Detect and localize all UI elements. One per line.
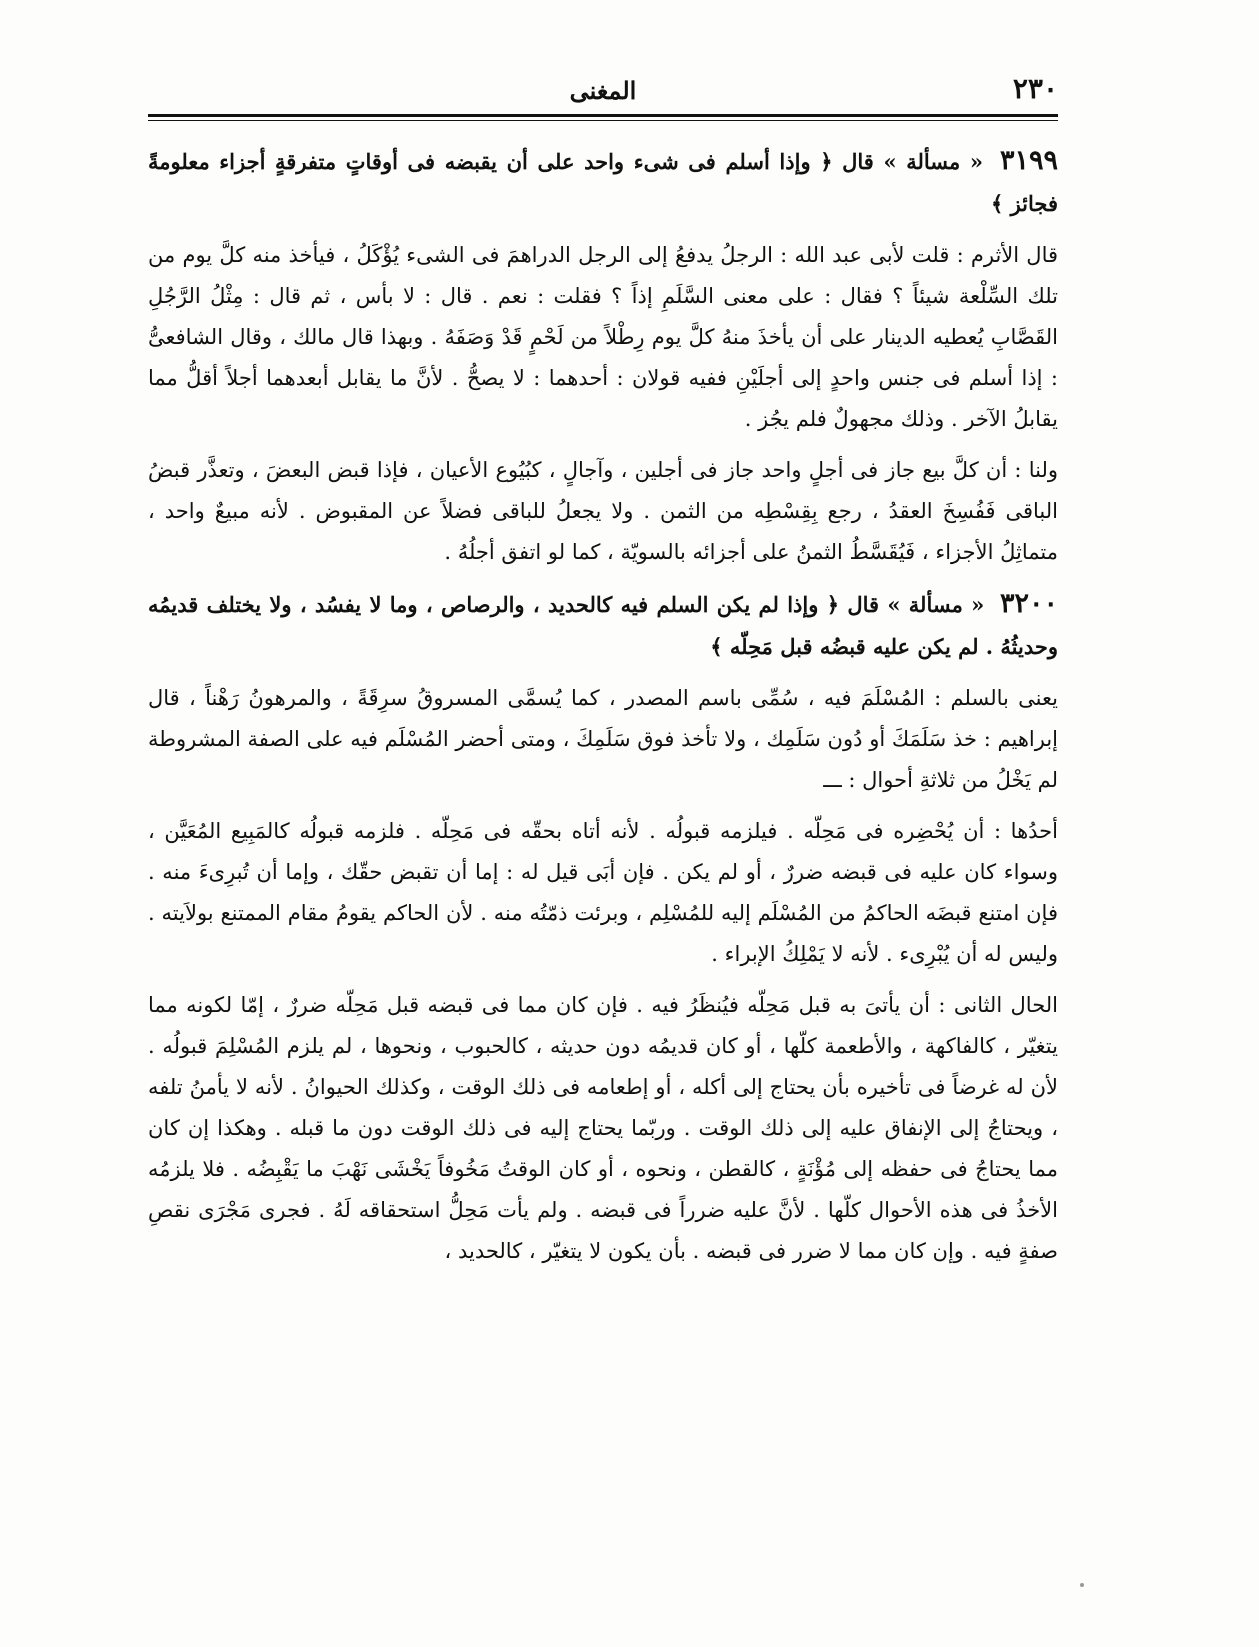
page-header xyxy=(148,72,1058,112)
paragraph: يعنى بالسلم : المُسْلَمَ فيه ، سُمِّى باسم المصدر ، كما يُسمَّى المسروقُ سرِقَةً ، والمرهونُ رَهْناً ، قال إبراهيم : خذ سَلَمَكَ أو دُون سَلَمِك ، ولا تأخذ فوق سَلَمِكَ ، ومتى أحضر المُسْلَم فيه على الصفة المشروطة لم يَخْلُ من ثلاثةِ أحوال : ـــ xyxy=(148,686,1058,792)
paragraph: قال الأثرم : قلت لأبى عبد الله : الرجلُ يدفعُ إلى الرجل الدراهمَ فى الشىء يُؤْكَلُ ، فيأخذ منه كلَّ يوم من تلك السِّلْعة شيئاً ؟ فقال : على معنى السَّلَمِ إذاً ؟ فقلت : نعم . قال : لا بأس ، ثم قال : مِثْلُ الرَّجُلِ القَصَّابِ يُعطيه الدينار على أن يأخذَ منهُ كلَّ يوم رِطْلاً من لَحْمٍ قَدْ وَصَفَهُ . وبهذا قال مالك ، وقال الشافعىُّ : إذا أسلم فى جنس واحدٍ إلى أجلَيْنِ ففيه قولان : أحدهما : لا يصحُّ . لأنَّ ما يقابل أبعدهما أجلاً أقلُّ مما يقابلُ الآخر . وذلك مجهولٌ فلم يجُز . xyxy=(148,243,1058,431)
masala-3199 xyxy=(148,140,1058,225)
running-title: المغنى xyxy=(569,76,637,105)
paragraph: ولنا : أن كلَّ بيع جاز فى أجلٍ واحد جاز فى أجلين ، وآجالٍ ، كبُيُوع الأعيان ، فإذا قبض البعضَ ، وتعذَّر قبضُ الباقى فَفُسِخَ العقدُ ، رجع بِقِسْطِه من الثمن . ولا يجعلُ للباقى فضلاً عن المقبوض . لأنه مبيعٌ واحد ، متماثِلُ الأجزاء ، فَيُقَسَّطُ الثمنُ على أجزائه بالسويّة ، كما لو اتفق أجلُهُ . xyxy=(148,458,1058,564)
page-body xyxy=(148,140,1058,1282)
masala-number: ٣٢٠٠ xyxy=(999,588,1058,619)
header-rule xyxy=(148,114,1058,117)
paragraph: الحال الثانى : أن يأتىَ به قبل مَحِلّه فيُنظَرُ فيه . فإن كان مما فى قبضه قبل مَحِلّه ضررٌ ، إمّا لكونه مما يتغيّر ، كالفاكهة ، والأطعمة كلّها ، أو كان قديمُه دون حديثه ، كالحبوب ، ونحوها ، لم يلزم المُسْلِمَ قبولُه . لأن له غرضاً فى تأخيره بأن يحتاج إلى أكله ، أو إطعامه فى ذلك الوقت ، وكذلك الحيوانُ . لأنه لا يأمنُ تلفه ، ويحتاجُ إلى الإنفاق عليه إلى ذلك الوقت . وربّما يحتاج إليه فى ذلك الوقت دون ما قبله . وهكذا إن كان مما يحتاجُ فى حفظه إلى مُؤْنَةٍ ، كالقطن ، ونحوه ، أو كان الوقتُ مَخُوفاً يَخْشَى نَهْبَ ما يَقْبِضُه . فلا يلزمُه الأخذُ فى هذه الأحوال كلّها . لأنَّ عليه ضرراً فى قبضه . ولم يأت مَحِلُّ استحقاقه لَهُ . فجرى مَجْرَى نقصِ صفةٍ فيه . وإن كان مما لا ضرر فى قبضه . بأن يكون لا يتغيّر ، كالحديد ، xyxy=(148,993,1058,1263)
scan-speck xyxy=(1080,1583,1084,1587)
masala-3200 xyxy=(148,583,1058,668)
header-rule-thin xyxy=(148,120,1058,121)
paragraph: أحدُها : أن يُحْضِره فى مَحِلّه . فيلزمه قبولُه . لأنه أتاه بحقّه فى مَحِلّه . فلزمه قبولُه كالمَبِيع المُعَيَّن ، وسواء كان عليه فى قبضه ضررٌ ، أو لم يكن . فإن أبَى قيل له : إما أن تقبض حقّك ، وإما أن تُبرِىءَ منه . فإن امتنع قبضَه الحاكمُ من المُسْلَم إليه للمُسْلِم ، وبرئت ذمّتُه منه . لأن الحاكم يقومُ مقام الممتنع بولاَيته . وليس له أن يُبْرِىء . لأنه لا يَمْلِكُ الإبراء . xyxy=(148,819,1058,966)
page-number: ٢٣٠ xyxy=(1012,72,1058,105)
masala-number: ٣١٩٩ xyxy=(999,145,1058,176)
masala-heading: « مسألة » قال ﴿ وإذا أسلم فى شىء واحد على أن يقبضه فى أوقاتٍ متفرقةٍ أجزاء معلومةً فجائز ﴾ xyxy=(148,149,1058,216)
masala-heading: « مسألة » قال ﴿ وإذا لم يكن السلم فيه كالحديد ، والرصاص ، وما لا يفسُد ، ولا يختلف قديمُه وحديثُهُ . لم يكن عليه قبضُه قبل مَحِلّه ﴾ xyxy=(148,592,1058,659)
